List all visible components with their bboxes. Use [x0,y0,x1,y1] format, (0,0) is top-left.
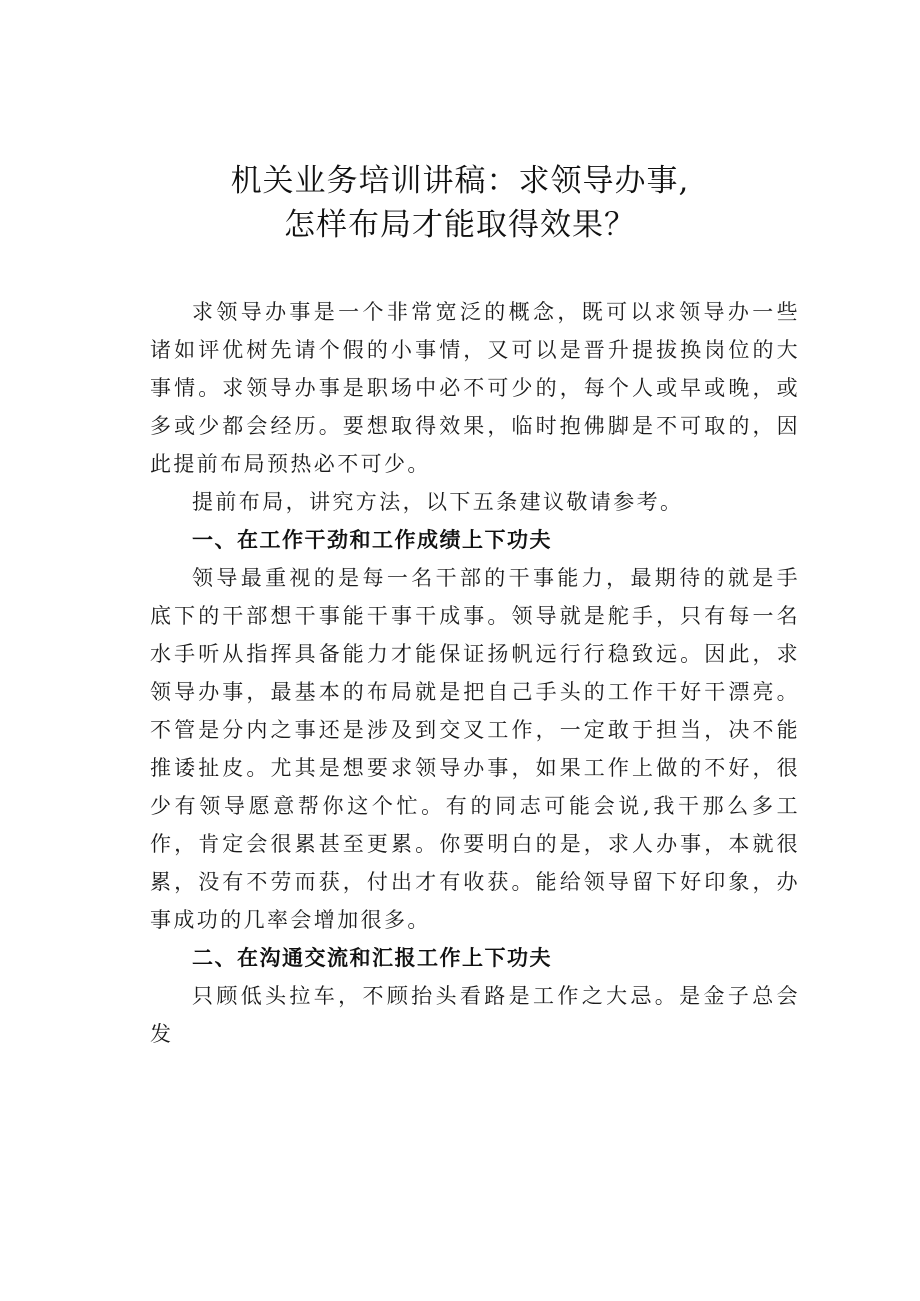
document-title-line-1: 机关业务培训讲稿：求领导办事, [230,163,690,199]
intro-paragraph: 求领导办事是一个非常宽泛的概念，既可以求领导办一些诸如评优树先请个假的小事情，又可以是晋升提拔换岗位的大事情。求领导办事是职场中必不可少的，每个人或早或晚，或多或少都会经历。要想取得效果，临时抱佛脚是不可取的，因此提前布局预热必不可少。 [150,300,800,476]
section-1-paragraph: 领导最重视的是每一名干部的干事能力，最期待的就是手底下的干部想干事能干事干成事。领导就是舵手，只有每一名水手听从指挥具备能力才能保证扬帆远行行稳致远。因此，求领导办事，最基本的布局就是把自己手头的工作干好干漂亮。不管是分内之事还是涉及到交叉工作，一定敢于担当，决不能推诿扯皮。尤其是想要求领导办事，如果工作上做的不好，很少有领导愿意帮你这个忙。有的同志可能会说,我干那么多工作，肯定会很累甚至更累。你要明白的是，求人办事，本就很累，没有不劳而获，付出才有收获。能给领导留下好印象，办事成功的几率会增加很多。 [150,566,800,932]
document-body [150,293,800,1053]
section-heading-2: 二、在沟通交流和汇报工作上下功夫 [192,946,552,970]
intro-transition-paragraph: 提前布局，讲究方法，以下五条建议敬请参考。 [192,490,684,514]
section-2-paragraph: 只顾低头拉车，不顾抬头看路是工作之大忌。是金子总会发 [150,984,800,1046]
document-title-line-2: 怎样布局才能取得效果？ [284,207,636,243]
section-heading-1: 一、在工作干劲和工作成绩上下功夫 [192,528,552,552]
